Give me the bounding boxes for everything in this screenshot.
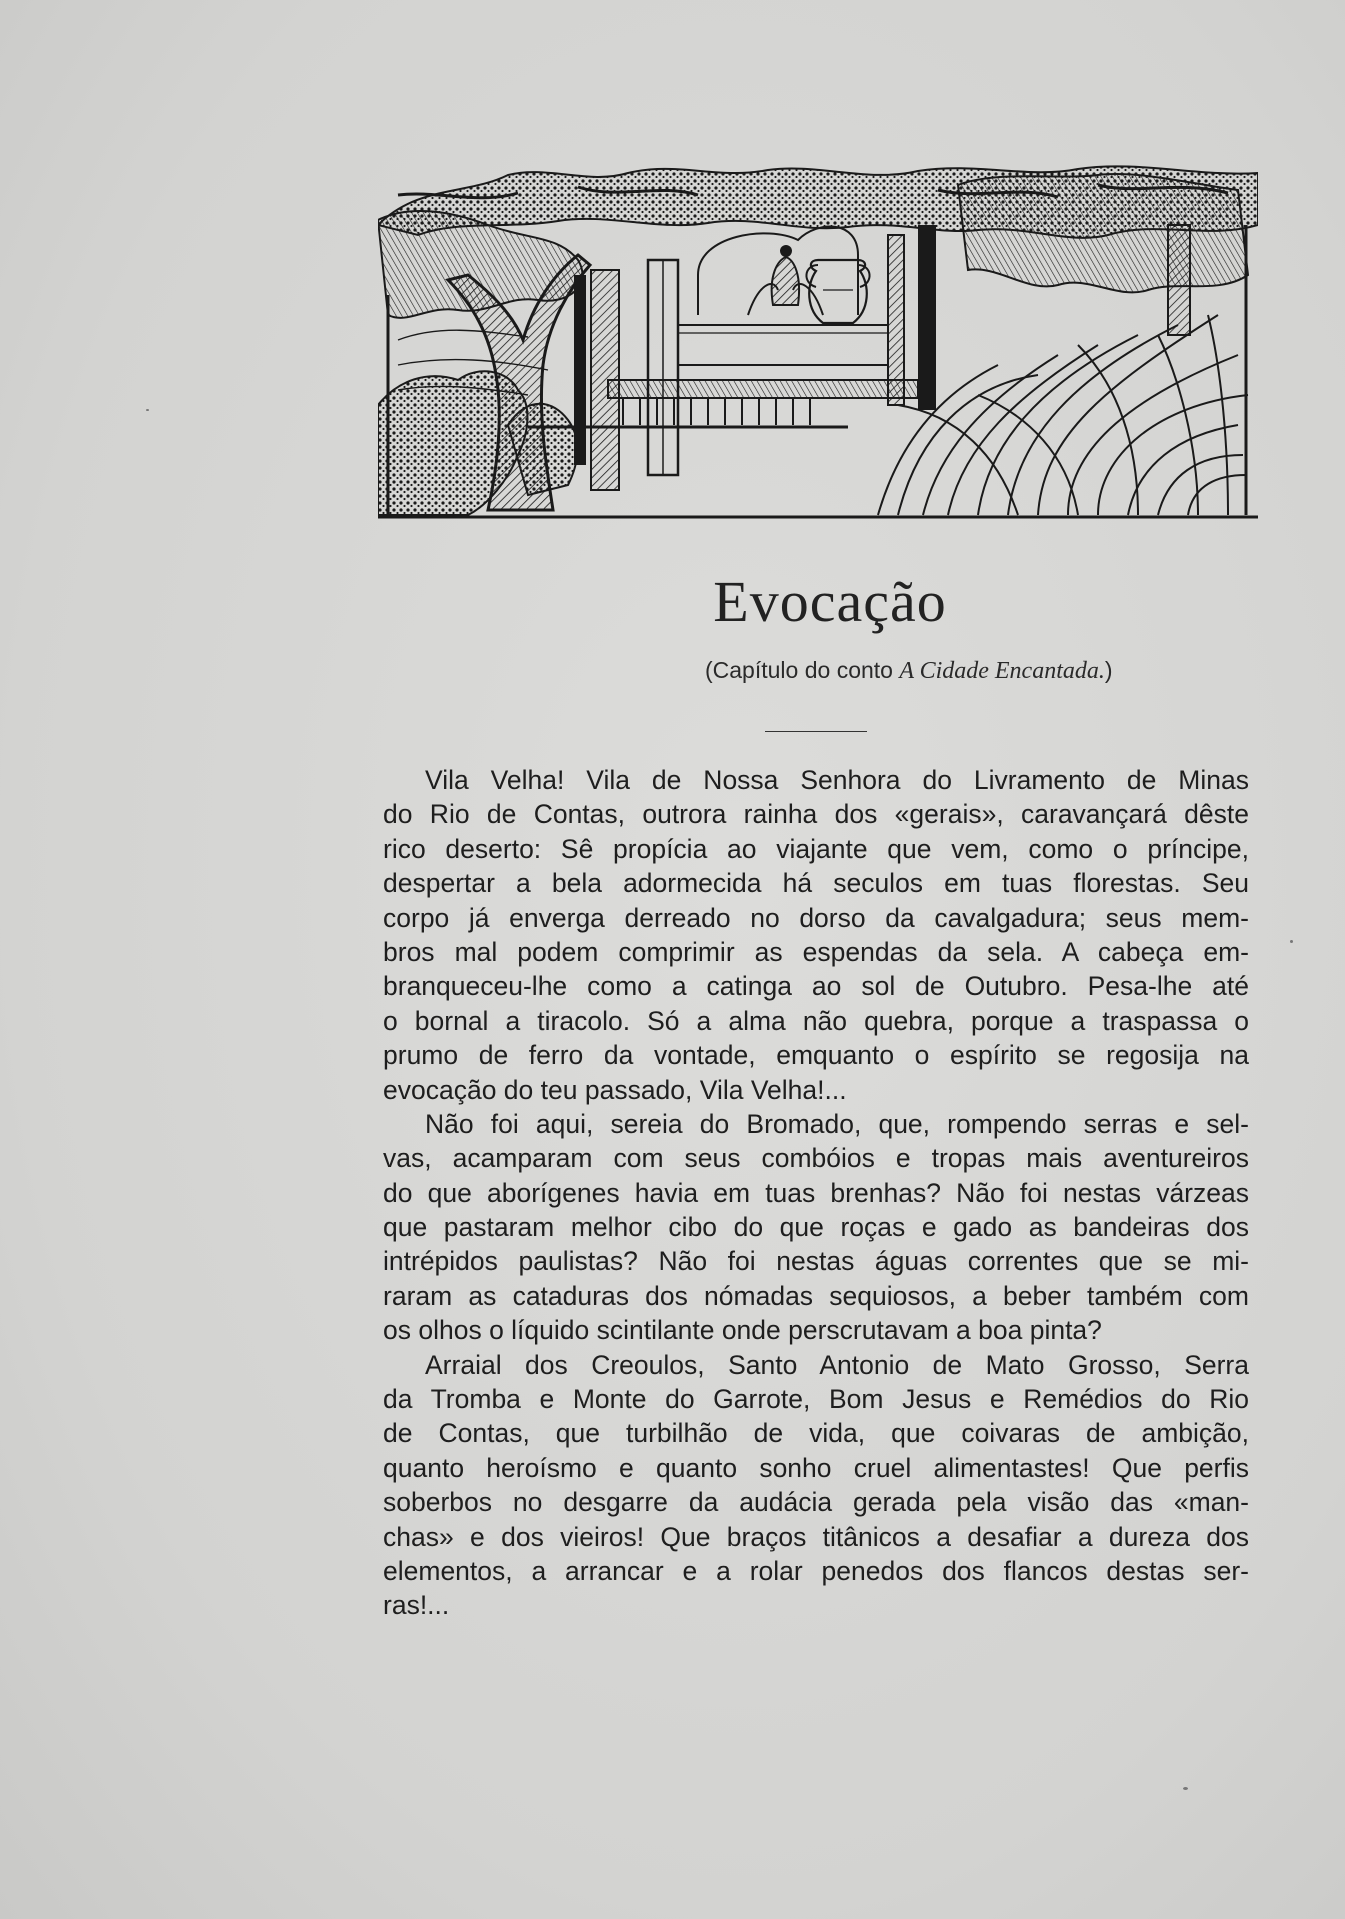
paragraph-2 [383, 1107, 1249, 1348]
paper-speck [1183, 1787, 1188, 1790]
text-line: da Tromba e Monte do Garrote, Bom Jesus e Remédios do Rio [383, 1384, 1249, 1415]
text-line: evocação do teu passado, Vila Velha!... [383, 1074, 847, 1105]
text-line: Não foi aqui, sereia do Bromado, que, rompendo serras e sel- [425, 1108, 1249, 1139]
paragraph-1 [383, 763, 1249, 1107]
text-line: Arraial dos Creoulos, Santo Antonio de Mato Grosso, Serra [425, 1349, 1249, 1380]
text-line: elementos, a arrancar e a rolar penedos dos flancos destas ser- [383, 1555, 1249, 1586]
text-line: os olhos o líquido scintilante onde perscrutavam a boa pinta? [383, 1315, 1102, 1346]
divider [765, 731, 867, 732]
paragraph-3 [383, 1348, 1249, 1623]
text-line: do Rio de Contas, outrora rainha dos «gerais», caravançará dêste [383, 799, 1249, 830]
subtitle-suffix: ) [1104, 657, 1113, 683]
woodcut-garden-vignette-icon [378, 165, 1258, 532]
text-line: Vila Velha! Vila de Nossa Senhora do Livramento de Minas [425, 765, 1249, 795]
text-line: intrépidos paulistas? Não foi nestas águas correntes que se mi- [383, 1246, 1249, 1277]
text-line: branqueceu-lhe como a catinga ao sol de Outubro. Pesa-lhe até [383, 971, 1249, 1002]
text-line: prumo de ferro da vontade, emquanto o espírito se regosija na [383, 1040, 1249, 1071]
text-line: corpo já enverga derreado no dorso da cavalgadura; seus mem- [383, 902, 1249, 933]
text-line: o bornal a tiracolo. Só a alma não quebra, porque a traspassa o [383, 1005, 1249, 1036]
text-line: rico deserto: Sê propícia ao viajante que vem, como o príncipe, [383, 833, 1249, 864]
text-line: bros mal podem comprimir as espendas da sela. A cabeça em- [383, 936, 1249, 967]
text-line: que pastaram melhor cibo do que roças e gado as bandeiras dos [383, 1212, 1249, 1243]
subtitle-work-title: A Cidade Encantada. [899, 658, 1105, 684]
paper-speck [1290, 940, 1293, 943]
text-line: de Contas, que turbilhão de vida, que coivaras de ambição, [383, 1418, 1249, 1449]
text-line: soberbos no desgarre da audácia gerada pela visão das «man- [383, 1487, 1249, 1518]
page-title: Evocação [713, 569, 947, 634]
text-line: ras!... [383, 1590, 450, 1621]
text-line: quanto heroísmo e quanto sonho cruel alimentastes! Que perfis [383, 1452, 1249, 1483]
body-text [383, 763, 1249, 1623]
text-line: despertar a bela adormecida há seculos em tuas florestas. Seu [383, 868, 1249, 899]
text-line: raram as cataduras dos nómadas sequiosos, a beber também com [383, 1280, 1249, 1311]
vignette-drawing [378, 165, 1258, 532]
subtitle-prefix: (Capítulo do conto [705, 657, 900, 683]
text-line: chas» e dos vieiros! Que braços titânicos a desafiar a dureza dos [383, 1521, 1249, 1552]
paper-speck [146, 409, 149, 411]
text-line: do que aborígenes havia em tuas brenhas? Não foi nestas várzeas [383, 1177, 1249, 1208]
page-subtitle [705, 655, 1225, 686]
text-line: vas, acamparam com seus combóios e tropas mais aventureiros [383, 1143, 1249, 1174]
